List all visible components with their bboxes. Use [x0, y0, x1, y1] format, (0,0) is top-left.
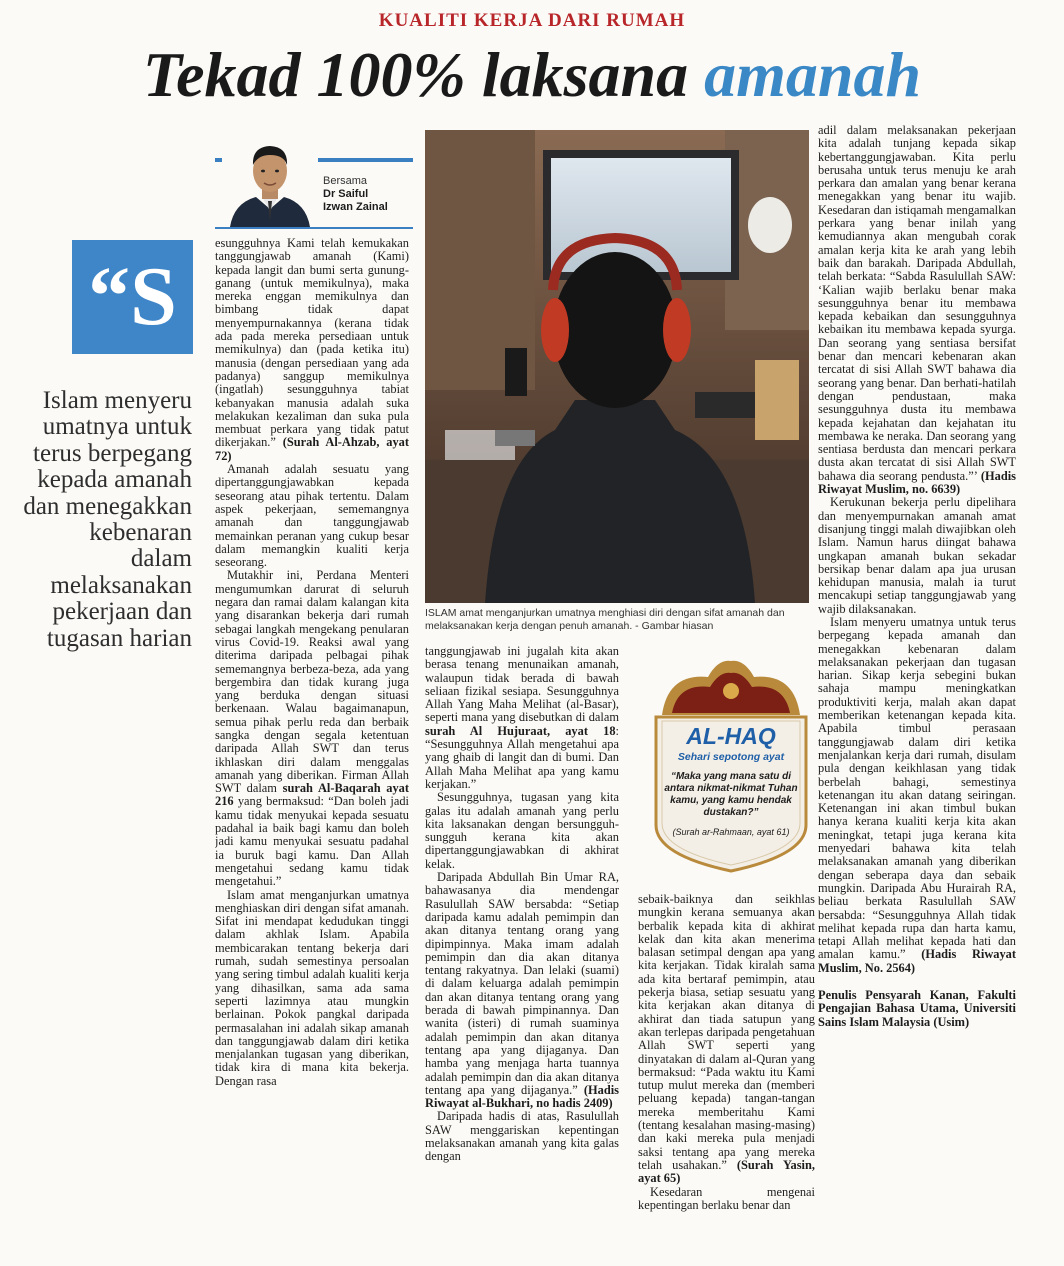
byline [323, 175, 413, 214]
paragraph-text: sebaik-baiknya dan seikhlas mungkin kerana semuanya akan berbalik kepada kita di akhirat kelak dan kita akan menerima balasan setimpal dengan apa yang kita kerjakan. Tidak kiralah sama ada kita bertaraf pemimpin, atau pekerja biasa, setiap sesuatu yang kita kerjakan akan ditanya di akhirat dan tiada satupun yang akan terlepas daripada pengetahuan Allah SWT seperti yang dinyatakan di dalam al-Quran yang bermaksud: “Pada waktu itu Kami tutup mulut mereka dan (memberi peluang kepada) tangan-tangan mereka memberitahu Kami (tentang kesalahan masing-masing) dan kaki mereka pula menjadi saksi tentang apa yang mereka telah usahakan.” [638, 893, 815, 1172]
citation: (Surah Yasin, ayat 65) [638, 1157, 815, 1186]
author-photo [222, 135, 318, 227]
citation: (Surah Al-Ahzab, ayat 72) [215, 435, 409, 463]
article-column-4 [818, 124, 1016, 1242]
paragraph [425, 645, 619, 791]
sidebar-reference: (Surah ar-Rahmaan, ayat 61) [672, 827, 790, 837]
paragraph: Sesungguhnya, tugasan yang kita galas itu adalah amanah yang perlu kita laksanakan dengan bersungguh-sungguh kerana kita akan dipertanggungjawabkan di akhirat kelak. [425, 790, 619, 871]
paragraph-text: yang bermaksud: “Dan boleh jadi kamu tidak menyukai kepada sesuatu padahal ia baik bagi kamu dan boleh jadi kamu menyukai sesuatu padahal ia buruk bagi kamu. Dan Allah mengetahui sedang kamu tidak mengetahui.” [215, 794, 409, 889]
paragraph-text: tanggungjawab ini jugalah kita akan berasa tenang menunaikan amanah, walaupun tidak berada di bawah seliaan fizikal sesiapa. Sesungguhnya Allah Yang Maha Melihat (al-Basar), seperti mana yang disebutkan di dalam [425, 645, 619, 725]
citation: (Hadis Riwayat Muslim, No. 2564) [818, 947, 1016, 975]
paragraph-text: esungguhnya Kami telah kemukakan tanggungjawab amanah (Kami) kepada langit dan bumi serta gunung-ganang (untuk memikulnya), maka mereka enggan memikulnya dan bimbang tidak dapat menyempurnakannya (kerana tidak ada pada mereka persediaan untuk memikulnya) dan (pada ketika itu) manusia (dengan persediaan yang ada padanya) sanggup memikulnya (ingatlah) sesungguhnya tabiat kebanyakan manusia adalah suka melakukan kezaliman dan suka pula membuat perkara yang tidak patut dikerjakan.” [215, 237, 409, 450]
photo-caption: ISLAM amat menganjurkan umatnya menghiasi diri dengan sifat amanah dan melaksanakan kerja dengan penuh amanah. - Gambar hiasan [425, 607, 785, 632]
paragraph: Kesedaran mengenai kepentingan berlaku benar dan [638, 1184, 815, 1212]
dropcap: “S [72, 240, 193, 354]
paragraph-text: Mutakhir ini, Perdana Menteri mengumumkan darurat di seluruh negara dan ramai dalam kalangan kita yang disarankan bekerja dari rumah sebagai langkah mengekang penularan virus Covid-19. Reaksi awal yang diterima daripada pelbagai pihak sememangnya berbeza-beza, ada yang bergembira dan tidak kurang juga yang berduka dengan situasi berkenaan. Walau bagaimanapun, semua pihak perlu reda dan berbaik sangka dengan segala ketentuan daripada Allah SWT dan terus ikhlaskan diri dalam menggalas amanah yang diberikan. Firman Allah SWT dalam [215, 568, 409, 796]
article-photo [425, 130, 809, 603]
author-note [818, 989, 1016, 1029]
paragraph [638, 893, 815, 1186]
paragraph-text: Daripada Abdullah Bin Umar RA, bahawasanya dia mendengar Rasulullah SAW bersabda: “Setiap daripada kamu adalah pemimpin dan akan ditanya tentang orang yang dipimpinnya. Maka imam adalah pemimpin dan dia akan ditanya tentang rakyatnya. Dan lelaki (suami) di dalam keluarga adalah pemimpin dan akan ditanya tentang orang yang berada di bawah pimpinannya. Dan wanita (isteri) di rumah suaminya adalah pemimpin dan akan ditanya tentang apa yang dijaganya. Dan hamba yang menjaga harta tuannya adalah pemimpin dan dia akan ditanya tentang apa yang dijaganya.” [425, 870, 619, 1097]
al-haq-sidebar [648, 655, 814, 875]
article-column-3 [638, 893, 815, 1243]
paragraph: Kerukunan bekerja perlu dipelihara dan menyempurnakan amanah amat disanjung tinggi malah diwajibkan oleh Islam. Namun harus diingat bahawa ungkapan amanah bukan sekadar bersikap benar dalam apa jua urusan kehidupan manusia, malah ia turut mencakupi setiap tanggungjawab yang wajib dilaksanakan. [818, 495, 1016, 616]
sidebar-subtitle: Sehari sepotong ayat [677, 751, 785, 763]
article-column-1 [215, 237, 409, 1242]
byline-label: Bersama [323, 175, 368, 187]
paragraph: Islam amat menganjurkan umatnya menghiaskan diri dengan sifat amanah. Sifat ini mendapat kedudukan tinggi dalam akhlak Islam. Apabila membicarakan tentang bekerja dari rumah, sudah semestinya persoalan yang sering timbul adalah kualiti kerja yang dihasilkan, sama ada sama seperti lazimnya atau mungkin berlainan. Pokok pangkal daripada permasalahan ini adalah sikap amanah dan tanggungjawab dalam diri ketika menjalankan tugasan yang diberikan, tidak kira di mana kita bekerja. Dengan rasa [215, 887, 409, 1088]
paragraph: Amanah adalah sesuatu yang dipertanggungjawabkan kepada seseorang atau pihak tertentu. Dalam aspek pekerjaan, sememangnya amanah dan tanggungjawab memainkan peranan yang cukup besar dalam memangkin kualiti kerja seseorang. [215, 462, 409, 570]
citation: (Hadis Riwayat al-Bukhari, no hadis 2409) [425, 1082, 619, 1111]
paragraph-text: Islam menyeru umatnya untuk terus berpegang kepada amanah dan menegakkan kebenaran dalam melaksanakan pekerjaan dan tugasan harian. Sikap kerja sebegini bukan sahaja mampu meningkatkan produktiviti kerja, malah akan dapat memberikan ketenangan kepada kita. Apabila timbul perasaan tanggungjawab dalam diri ketika menjalankan kerja dari rumah, disulam pula dengan keikhlasan yang tidak berbelah bahagi, semestinya ketenangan itu akan datang seiringan. Ketenangan ini akan timbul bukan hanya kerana kualiti kerja kita akan meningkat, tetapi juga kerana kita menyedari bahawa kita telah melaksanakan amanah yang diberikan dengan seberapa daya dan sebaik mungkin. Daripada Abu Hurairah RA, beliau berkata Rasulullah SAW bersabda: “Sesungguhnya Allah tidak melihat kepada rupa dan harta kamu, tetapi Allah melihat kepada hati dan amalan kamu.” [818, 614, 1016, 962]
headline-part-2: amanah [704, 39, 922, 110]
sidebar-quote: “Maka yang mana satu di antara nikmat-nikmat Tuhan kamu, yang kamu hendak dustakan?” [664, 771, 798, 818]
section-kicker: KUALITI KERJA DARI RUMAH [378, 10, 686, 31]
citation: surah Al-Baqarah ayat 216 [215, 781, 409, 809]
article-column-2 [425, 645, 619, 1241]
paragraph [818, 124, 1016, 496]
sidebar-frame [648, 655, 814, 875]
pull-quote: Islam menyeru umatnya untuk terus berpegang kepada amanah dan menegakkan kebenaran dalam melaksanakan pekerjaan dan tugasan harian [23, 387, 192, 652]
byline-bottom-rule [215, 227, 413, 229]
citation: (Hadis Riwayat Muslim, no. 6639) [818, 468, 1016, 497]
author-note-text: Penulis Pensyarah Kanan, Fakulti Pengajian Bahasa Utama, Universiti Sains Islam Malaysia (Usim) [818, 988, 1016, 1029]
paragraph-text: : “Sesungguhnya Allah mengetahui apa yang ghaib di langit dan di bumi. Dan Allah Maha Melihat apa yang kamu kerjakan.” [425, 723, 619, 791]
author-name-line-1: Dr Saiful [323, 188, 369, 200]
sidebar-title: AL-HAQ [686, 723, 776, 749]
paragraph: Daripada hadis di atas, Rasulullah SAW menggariskan kepentingan melaksanakan amanah yang kita galas dengan [425, 1109, 619, 1164]
headline [0, 40, 1064, 110]
paragraph [215, 237, 409, 463]
paragraph [818, 616, 1016, 975]
paragraph [215, 569, 409, 888]
headline-part-1: Tekad 100% laksana [142, 39, 705, 110]
paragraph-text: adil dalam melaksanakan pekerjaan kita adalah tunjang kepada sikap kebertanggungjawaban. Kita perlu berusaha untuk terus menuju ke arah perkara dan amalan yang benar kerana menegakkan yang benar itu wajib. Kesedaran dan istiqamah mengamalkan perkara yang benar inilah yang kemudiannya akan mengubah corak amalan kerja kita ke arah yang lebih baik dan barakah. Daripada Abdullah, telah berkata: “Sabda Rasulullah SAW: ‘Kalian wajib berlaku benar maka sesungguhnya benar itu membawa kepada kebaikan dan sesungguhnya kebaikan itu membawa kepada syurga. Dan seorang yang sentiasa bersifat benar dan mencari kebenaran akan tercatat di sisi Allah SWT bahawa dia seorang yang benar. Dan berhati-hatilah dengan pendustaan, maka sesungguhnya dusta itu membawa kepada kejahatan dan kejahatan itu membawa ke neraka. Dan seorang yang sentiasa berdusta dan mencari perkara dusta akan tercatat di sisi Allah SWT bahawa dia seorang pendusta.”’ [818, 124, 1016, 483]
paragraph [425, 871, 619, 1110]
author-name-line-2: Izwan Zainal [323, 201, 388, 213]
citation: surah Al Hujuraat, ayat 18 [425, 723, 616, 738]
